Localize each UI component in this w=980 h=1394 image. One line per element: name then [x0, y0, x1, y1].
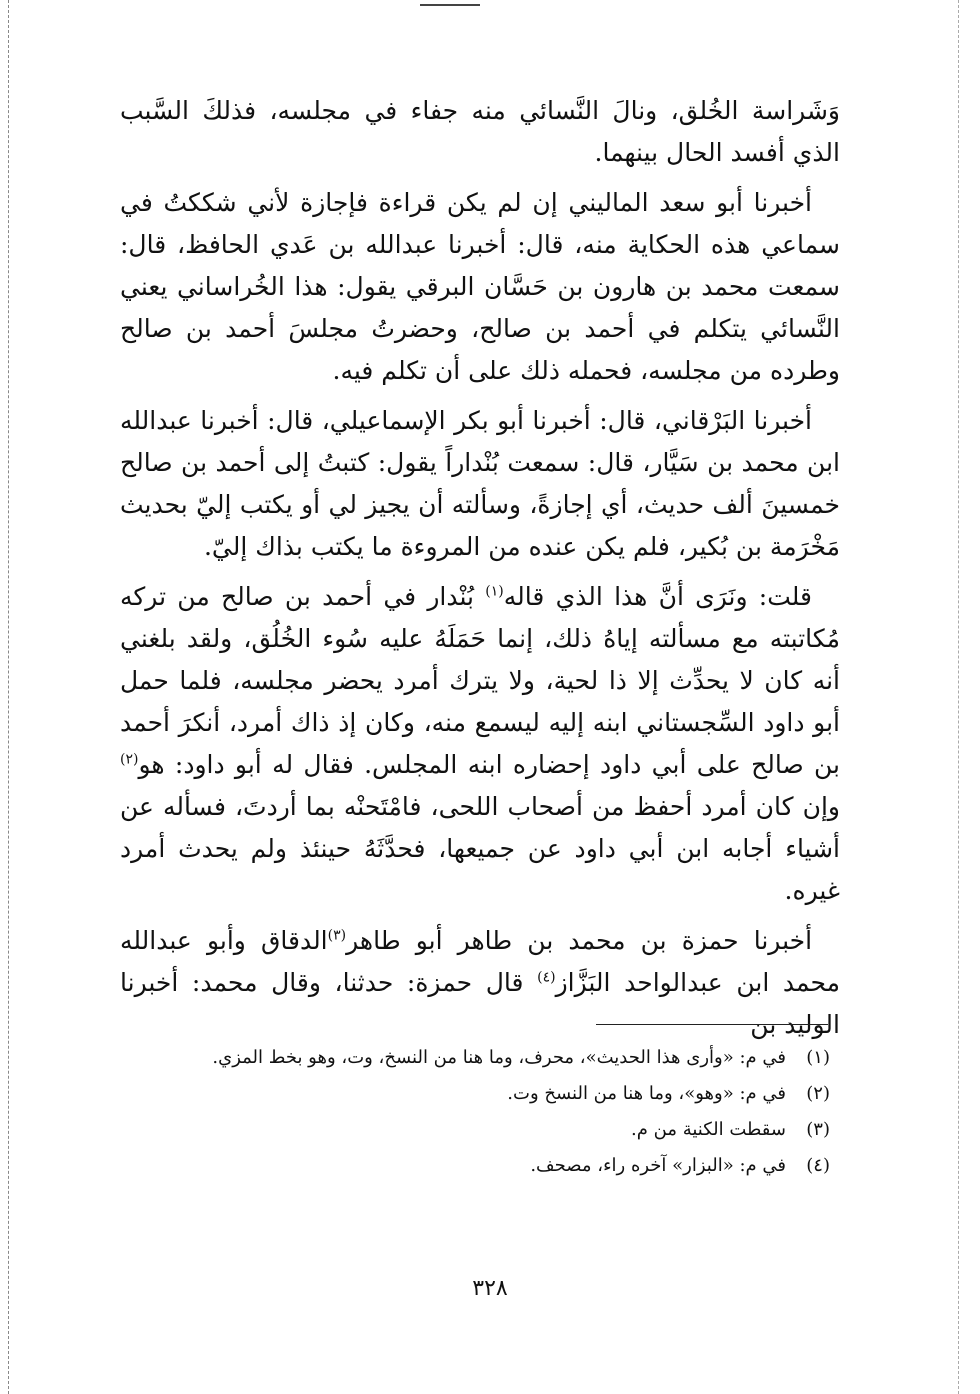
- footnote-text: سقطت الكنية من م.: [631, 1119, 786, 1140]
- footnote-marker-1: (١): [485, 583, 504, 600]
- footnote-text: في م: «وأرى هذا الحديث»، محرف، وما هنا من النسخ، وت، وهو بخط المزي.: [212, 1047, 786, 1068]
- footnote-separator: [596, 1024, 828, 1025]
- paragraph-3: أخبرنا البَرْقاني، قال: أخبرنا أبو بكر الإسماعيلي، قال: أخبرنا عبدالله ابن محمد بن سَيَّار، قال: سمعت بُنْداراً يقول: كتبتُ إلى أحمد بن صالح خمسينَ ألف حديث، أي إجازةً، وسألته أن يجيز لي أو يكتب إليّ بحديث مَخْرَمة بن بُكير، فلم يكن عنده من المروءة ما يكتب بذاك إليّ.: [120, 406, 840, 561]
- paragraph-5-part-3: قال حمزة: حدثنا، وقال محمد: أخبرنا الوليد بن: [120, 968, 840, 1039]
- paragraph-4: [120, 576, 840, 912]
- footnote-3: [140, 1112, 830, 1148]
- footnote-marker-2: (٢): [120, 751, 139, 768]
- paragraph-4-part-1: قلت: ونَرَى أنَّ هذا الذي قاله: [503, 582, 812, 611]
- paragraph-5-part-1: أخبرنا حمزة بن محمد بن طاهر أبو طاهر: [346, 926, 813, 955]
- page-number: ٣٢٨: [472, 1276, 508, 1301]
- footnote-4: [140, 1148, 830, 1184]
- footnote-number: (٢): [806, 1083, 830, 1104]
- paragraph-4-part-2: بُنْدار في أحمد بن صالح من تركه مُكاتبته مع مسألته إياهُ ذلك، إنما حَمَلَهُ عليه سُوء الخُلُق، ولقد بلغني أنه كان لا يحدِّث إلا ذا لحية، ولا يترك أمرد يحضر مجلسه، فلما حمل أبو داود السِّجستاني ابنه إليه ليسمع منه، وكان إذ ذاك أمرد، أنكرَ أحمد بن صالح على أبي داود إحضاره ابنه المجلس. فقال له أبو داود: هو: [120, 582, 840, 779]
- footnote-text: في م: «وهو»، وما هنا من النسخ وت.: [507, 1083, 786, 1104]
- footnote-number: (١): [806, 1047, 830, 1068]
- footnotes: [140, 1040, 830, 1184]
- main-text: [120, 90, 840, 1054]
- header-rule: [420, 4, 480, 6]
- paragraph-2: أخبرنا أبو سعد الماليني إن لم يكن قراءة فإجازة لأني شككتُ في سماعي هذه الحكاية منه، قال: أخبرنا عبدالله بن عَدي الحافظ، قال: سمعت محمد بن هارون بن حَسَّان البرقي يقول: هذا الخُراساني يعني النَّسائي يتكلم في أحمد بن صالح، وحضرتُ مجلسَ أحمد بن صالح وطرده من مجلسه، فحمله ذلك على أن تكلم فيه.: [120, 188, 840, 385]
- footnote-1: [140, 1040, 830, 1076]
- paragraph-5-part-2: الدقاق وأبو عبدالله محمد ابن عبدالواحد البَزَّاز: [120, 926, 840, 997]
- paragraph-1: وَشَراسة الخُلق، ونالَ النَّسائي منه جفاء في مجلسه، فذلكَ السَّبب الذي أفسد الحال بينهما.: [120, 96, 840, 167]
- scan-edge-left: [8, 0, 9, 1394]
- footnote-2: [140, 1076, 830, 1112]
- footnote-number: (٤): [806, 1155, 830, 1176]
- paragraph-4-part-3: وإن كان أمرد أحفظ من أصحاب اللحى، فامْتَحنْه بما أردتَ، فسأله عن أشياء أجابه ابن أبي داود عن جميعها، فحدَّثَهُ حينئذ ولم يحدث أمرد غيره.: [120, 792, 840, 905]
- paragraph-5: [120, 920, 840, 1046]
- scan-edge-right: [958, 0, 959, 1394]
- footnote-number: (٣): [806, 1119, 830, 1140]
- footnote-marker-3: (٣): [327, 927, 347, 944]
- footnote-marker-4: (٤): [537, 969, 556, 986]
- footnote-text: في م: «البزار» آخره راء، مصحف.: [530, 1155, 786, 1176]
